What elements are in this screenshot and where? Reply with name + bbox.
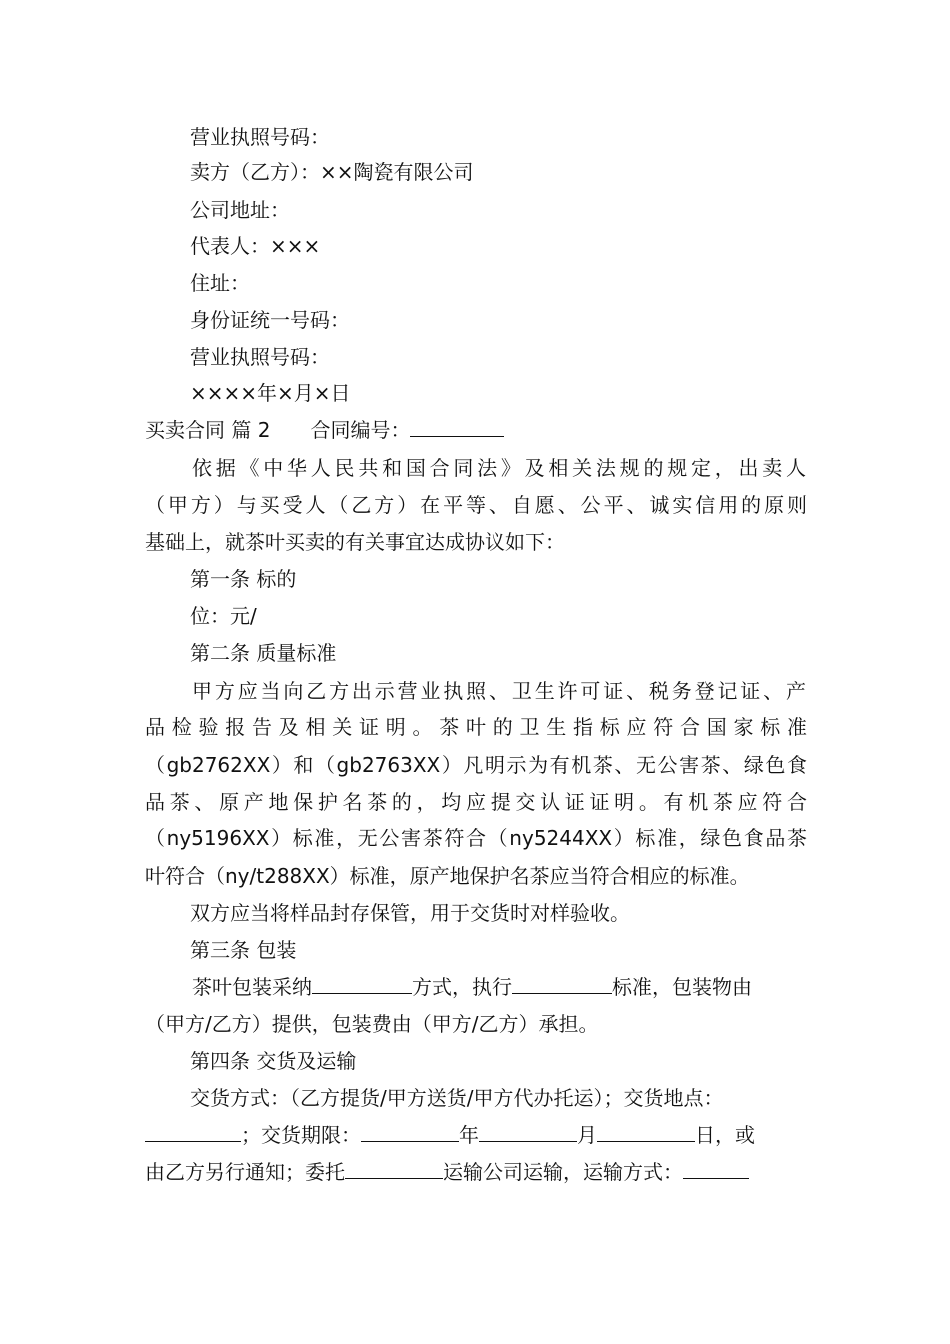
- article-2-line-7: 双方应当将样品封存保管，用于交货时对样验收。: [190, 901, 630, 925]
- article-3-title: 第三条 包装: [190, 938, 297, 962]
- article-3-text-c: 标准，包装物由: [612, 975, 752, 999]
- license-number-line: 营业执照号码：: [190, 125, 330, 149]
- article-3-line-2: （甲方/乙方）提供，包装费由（甲方/乙方）承担。: [145, 1012, 599, 1036]
- packaging-method-blank: [312, 973, 412, 994]
- article-4-text-d: 日，或: [695, 1123, 755, 1147]
- contract-number-blank: [410, 416, 504, 437]
- article-3-text-a: 茶叶包装采纳: [192, 975, 312, 999]
- id-number-line: 身份证统一号码：: [190, 308, 350, 332]
- article-3-line-1: [192, 973, 752, 1001]
- residence-line: 住址：: [190, 271, 250, 295]
- article-2-title: 第二条 质量标准: [190, 641, 337, 665]
- packaging-standard-blank: [512, 973, 612, 994]
- contract-number-label: 合同编号：: [310, 418, 411, 442]
- intro-line-2: （甲方）与买受人（乙方）在平等、自愿、公平、诚实信用的原则: [145, 493, 807, 517]
- article-4-text-c: 月: [577, 1123, 597, 1147]
- section-title: 买卖合同 篇 2: [145, 418, 271, 442]
- section-heading: [145, 416, 504, 444]
- article-4-text-e: 由乙方另行通知；委托: [145, 1160, 345, 1184]
- article-1-unit: 位：元/: [190, 604, 257, 628]
- company-address-line: 公司地址：: [190, 198, 290, 222]
- license-number-line-2: 营业执照号码：: [190, 345, 330, 369]
- date-line: ××××年×月×日: [190, 381, 351, 405]
- intro-line-1: 依据《中华人民共和国合同法》及相关法规的规定，出卖人: [192, 456, 806, 480]
- delivery-month-blank: [479, 1121, 577, 1142]
- article-3-text-b: 方式，执行: [412, 975, 512, 999]
- article-4-line-3: [145, 1158, 749, 1186]
- representative-line: 代表人：×××: [190, 234, 321, 258]
- transport-method-blank: [683, 1158, 749, 1179]
- seller-line: 卖方（乙方）：××陶瓷有限公司: [190, 160, 474, 184]
- delivery-place-blank: [145, 1121, 241, 1142]
- article-1-title: 第一条 标的: [190, 567, 297, 591]
- article-4-title: 第四条 交货及运输: [190, 1049, 357, 1073]
- transport-company-blank: [345, 1158, 443, 1179]
- article-2-line-5: （ny5196XX）标准，无公害茶符合（ny5244XX）标准，绿色食品茶: [145, 826, 807, 850]
- article-4-line-2: [145, 1121, 755, 1149]
- article-2-line-2: 品检验报告及相关证明。茶叶的卫生指标应符合国家标准: [145, 715, 807, 739]
- article-2-line-4: 品茶、原产地保护名茶的，均应提交认证证明。有机茶应符合: [145, 790, 807, 814]
- article-2-line-1: 甲方应当向乙方出示营业执照、卫生许可证、税务登记证、产: [192, 679, 806, 703]
- article-4-text-a: ；交货期限：: [241, 1123, 361, 1147]
- intro-line-3: 基础上，就茶叶买卖的有关事宜达成协议如下：: [145, 530, 565, 554]
- article-4-line-1: 交货方式：（乙方提货/甲方送货/甲方代办托运）；交货地点：: [190, 1086, 724, 1110]
- delivery-year-blank: [361, 1121, 459, 1142]
- delivery-day-blank: [597, 1121, 695, 1142]
- article-2-line-6: 叶符合（ny/t288XX）标准，原产地保护名茶应当符合相应的标准。: [145, 864, 750, 888]
- article-4-text-f: 运输公司运输，运输方式：: [443, 1160, 683, 1184]
- article-4-text-b: 年: [459, 1123, 479, 1147]
- article-2-line-3: （gb2762XX）和（gb2763XX）凡明示为有机茶、无公害茶、绿色食: [145, 753, 807, 777]
